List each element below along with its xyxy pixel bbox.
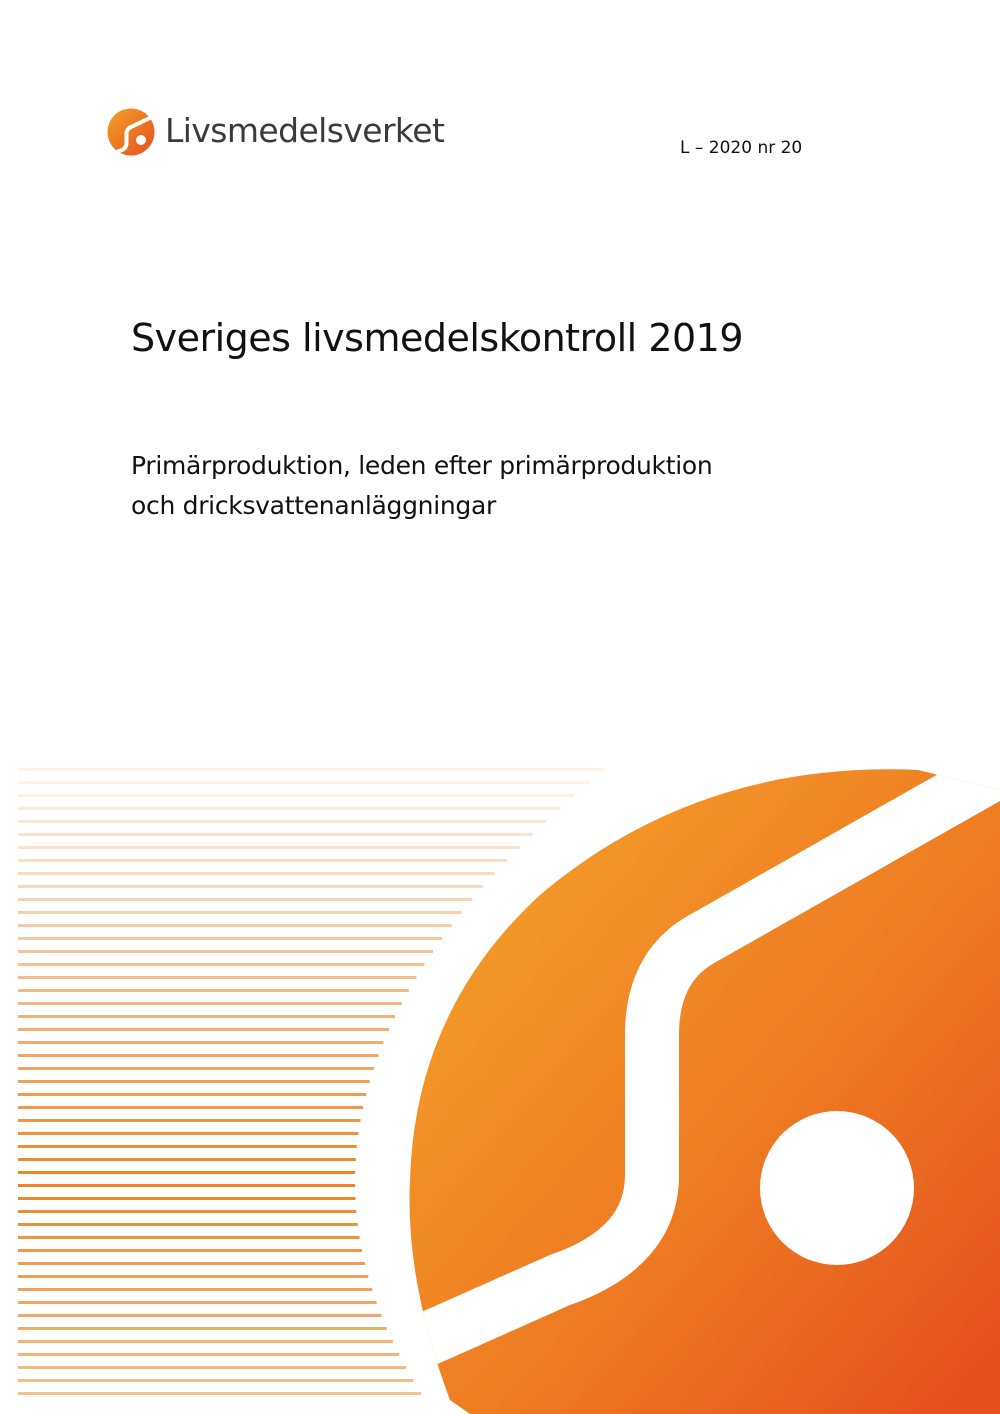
stripe-line — [18, 898, 472, 901]
brand-name: Livsmedelsverket — [165, 110, 445, 150]
stripe-line — [18, 872, 495, 875]
stripe-line — [18, 1379, 413, 1382]
stripe-line — [18, 1119, 360, 1122]
stripe-line — [18, 859, 507, 862]
stripe-line — [18, 1197, 355, 1200]
stripe-line — [18, 1314, 381, 1317]
stripe-line — [18, 1106, 363, 1109]
stripe-line — [18, 1015, 395, 1018]
stripe-line — [18, 950, 433, 953]
stripe-line — [18, 885, 483, 888]
stripe-line — [18, 1184, 355, 1187]
stripe-line — [18, 846, 519, 849]
stripe-line — [18, 1002, 402, 1005]
report-number: L – 2020 nr 20 — [680, 138, 803, 158]
stripe-line — [18, 1080, 370, 1083]
stripe-line — [18, 976, 416, 979]
stripe-line — [18, 1067, 374, 1070]
stripe-line — [18, 937, 442, 940]
stripe-line — [18, 1041, 383, 1044]
stripe-line — [18, 768, 605, 771]
subtitle-line-1: Primärproduktion, leden efter primärproduktion — [131, 451, 713, 480]
stripe-line — [18, 1210, 356, 1213]
stripe-line — [18, 1171, 355, 1174]
stripe-line — [18, 1366, 406, 1369]
stripe-line — [18, 1132, 358, 1135]
stripe-line — [18, 1093, 366, 1096]
stripe-line — [18, 1262, 365, 1265]
stripe-line — [18, 1145, 357, 1148]
livsmedelsverket-emblem-graphic — [0, 760, 1000, 1414]
stripe-line — [18, 911, 462, 914]
stripe-line — [18, 989, 409, 992]
stripe-line — [18, 781, 590, 784]
stripe-line — [18, 1353, 399, 1356]
stripe-line — [18, 1327, 387, 1330]
stripe-line — [18, 924, 452, 927]
stripe-line — [18, 1288, 372, 1291]
page-title: Sveriges livsmedelskontroll 2019 — [131, 316, 744, 360]
stripe-line — [18, 1028, 389, 1031]
stripe-line — [18, 1054, 378, 1057]
stripe-line — [18, 794, 575, 797]
stripe-line — [18, 1249, 362, 1252]
emblem-shape — [380, 760, 1000, 1414]
stripe-line — [18, 963, 424, 966]
logo — [106, 106, 444, 158]
stripe-line — [18, 1158, 356, 1161]
stripe-line — [18, 1223, 358, 1226]
stripe-line — [18, 1340, 393, 1343]
stripe-line — [18, 807, 560, 810]
stripe-line — [18, 1275, 368, 1278]
subtitle-line-2: och dricksvattenanläggningar — [131, 491, 496, 520]
page-subtitle — [131, 446, 891, 526]
emblem-circle — [760, 1111, 914, 1265]
stripe-line — [18, 1236, 360, 1239]
stripe-line — [18, 1301, 377, 1304]
stripe-line — [18, 820, 546, 823]
livsmedelsverket-logo-icon — [106, 107, 156, 157]
stripe-line — [18, 833, 532, 836]
stripe-line — [18, 1392, 421, 1395]
